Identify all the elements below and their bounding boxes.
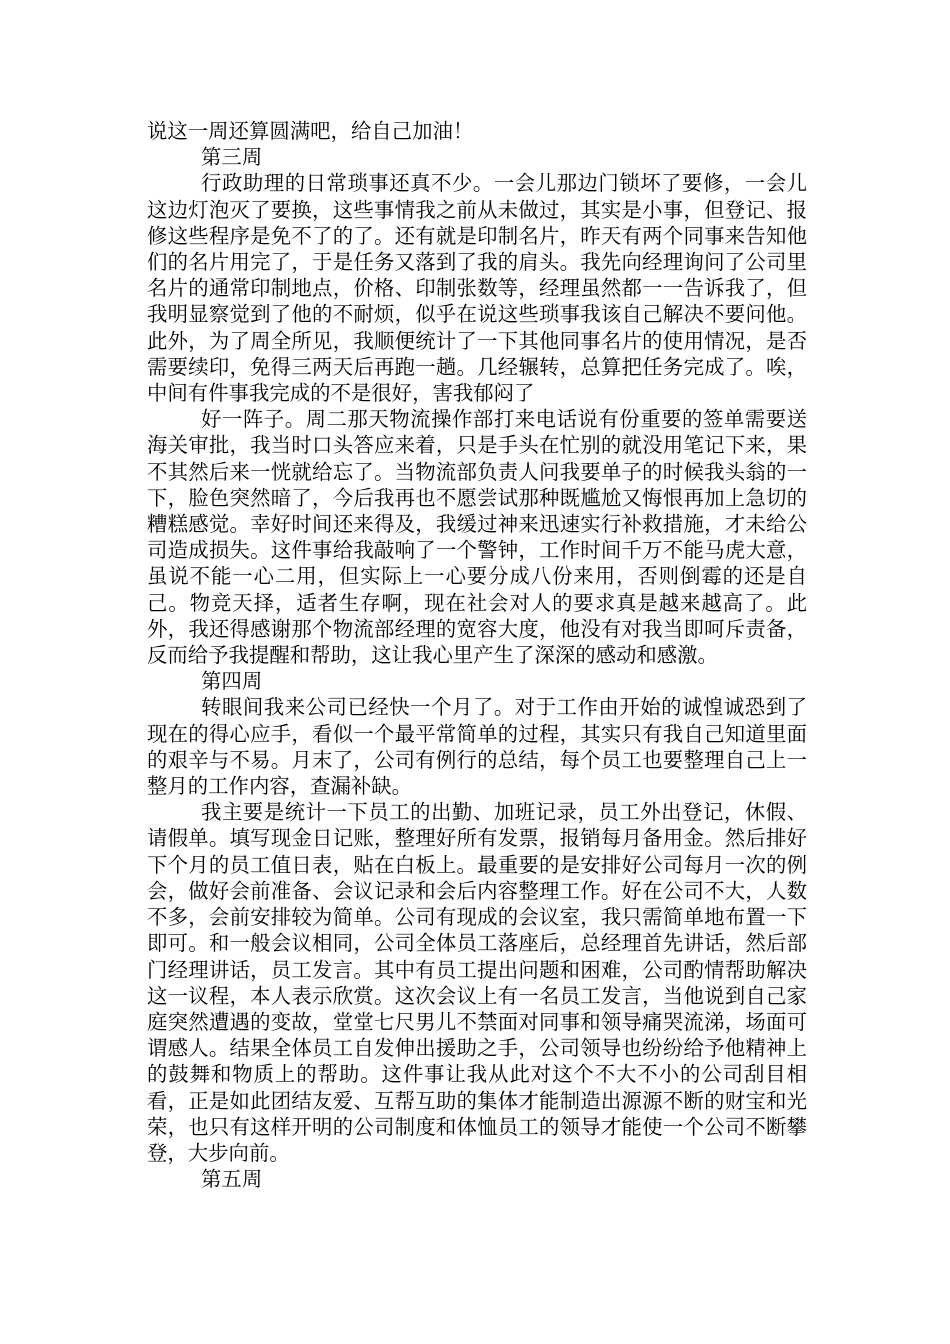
paragraph-week3-part2: 好一阵子。周二那天物流操作部打来电话说有份重要的签单需要送海关审批，我当时口头答应来着，只是手头在忙别的就没用笔记下来，果不其然后来一恍就给忘了。当物流部负责人问我要单子的时候我头翁的一下，脸色突然暗了，今后我再也不愿尝试那种既尴尬又悔恨再加上急切的糟糕感觉。幸好时间还来得及，我缓过神来迅速实行补救措施，才未给公司造成损失。这件事给我敲响了一个警钟，工作时间千万不能马虎大意，虽说不能一心二用，但实际上一心要分成八份来用，否则倒霉的还是自己。物竞天择，适者生存啊，现在社会对人的要求真是越来越高了。此外，我还得感谢那个物流部经理的宽容大度，他没有对我当即呵斥责备，反而给予我提醒和帮助，这让我心里产生了深深的感动和感激。 xyxy=(147,407,807,668)
paragraph-week3-part1: 行政助理的日常琐事还真不少。一会儿那边门锁坏了要修，一会儿这边灯泡灭了要换，这些事情我之前从未做过，其实是小事，但登记、报修这些程序是免不了的了。还有就是印制名片，昨天有两个同事来告知他们的名片用完了，于是任务又落到了我的肩头。我先向经理询问了公司里名片的通常印制地点，价格、印制张数等，经理虽然都一一告诉我了，但我明显察觉到了他的不耐烦，似乎在说这些琐事我该自己解决不要问他。此外，为了周全所见，我顺便统计了一下其他同事名片的使用情况，是否需要续印，免得三两天后再跑一趟。几经辗转，总算把任务完成了。唉，中间有件事我完成的不是很好，害我郁闷了 xyxy=(147,171,807,406)
heading-week-4: 第四周 xyxy=(201,669,263,694)
heading-week-5: 第五周 xyxy=(201,1167,263,1192)
paragraph-week4-part2: 我主要是统计一下员工的出勤、加班记录，员工外出登记，休假、请假单。填写现金日记账，整理好所有发票，报销每月备用金。然后排好下个月的员工值日表，贴在白板上。最重要的是安排好公司每月一次的例会，做好会前准备、会议记录和会后内容整理工作。好在公司不大，人数不多，会前安排较为简单。公司有现成的会议室，我只需简单地布置一下即可。和一般会议相同，公司全体员工落座后，总经理首先讲话，然后部门经理讲话，员工发言。其中有员工提出问题和困难，公司酌情帮助解决这一议程，本人表示欣赏。这次会议上有一名员工发言，当他说到自己家庭突然遭遇的变故，堂堂七尺男儿不禁面对同事和领导痛哭流涕，场面可谓感人。结果全体员工自发伸出援助之手，公司领导也纷纷给予他精神上的鼓舞和物质上的帮助。这件事让我从此对这个不大不小的公司刮目相看，正是如此团结友爱、互帮互助的集体才能制造出源源不断的财宝和光荣，也只有这样开明的公司制度和体恤员工的领导才能使一个公司不断攀登，大步向前。 xyxy=(147,800,807,1165)
document-body xyxy=(147,118,807,1192)
paragraph-week4-part1: 转眼间我来公司已经快一个月了。对于工作由开始的诚惶诚恐到了现在的得心应手，看似一个最平常简单的过程，其实只有我自己知道里面的艰辛与不易。月末了，公司有例行的总结，每个员工也要整理自己上一整月的工作内容，查漏补缺。 xyxy=(147,695,807,799)
heading-week-3: 第三周 xyxy=(201,145,263,170)
paragraph-week2-closing: 说这一周还算圆满吧，给自己加油！ xyxy=(147,119,474,143)
